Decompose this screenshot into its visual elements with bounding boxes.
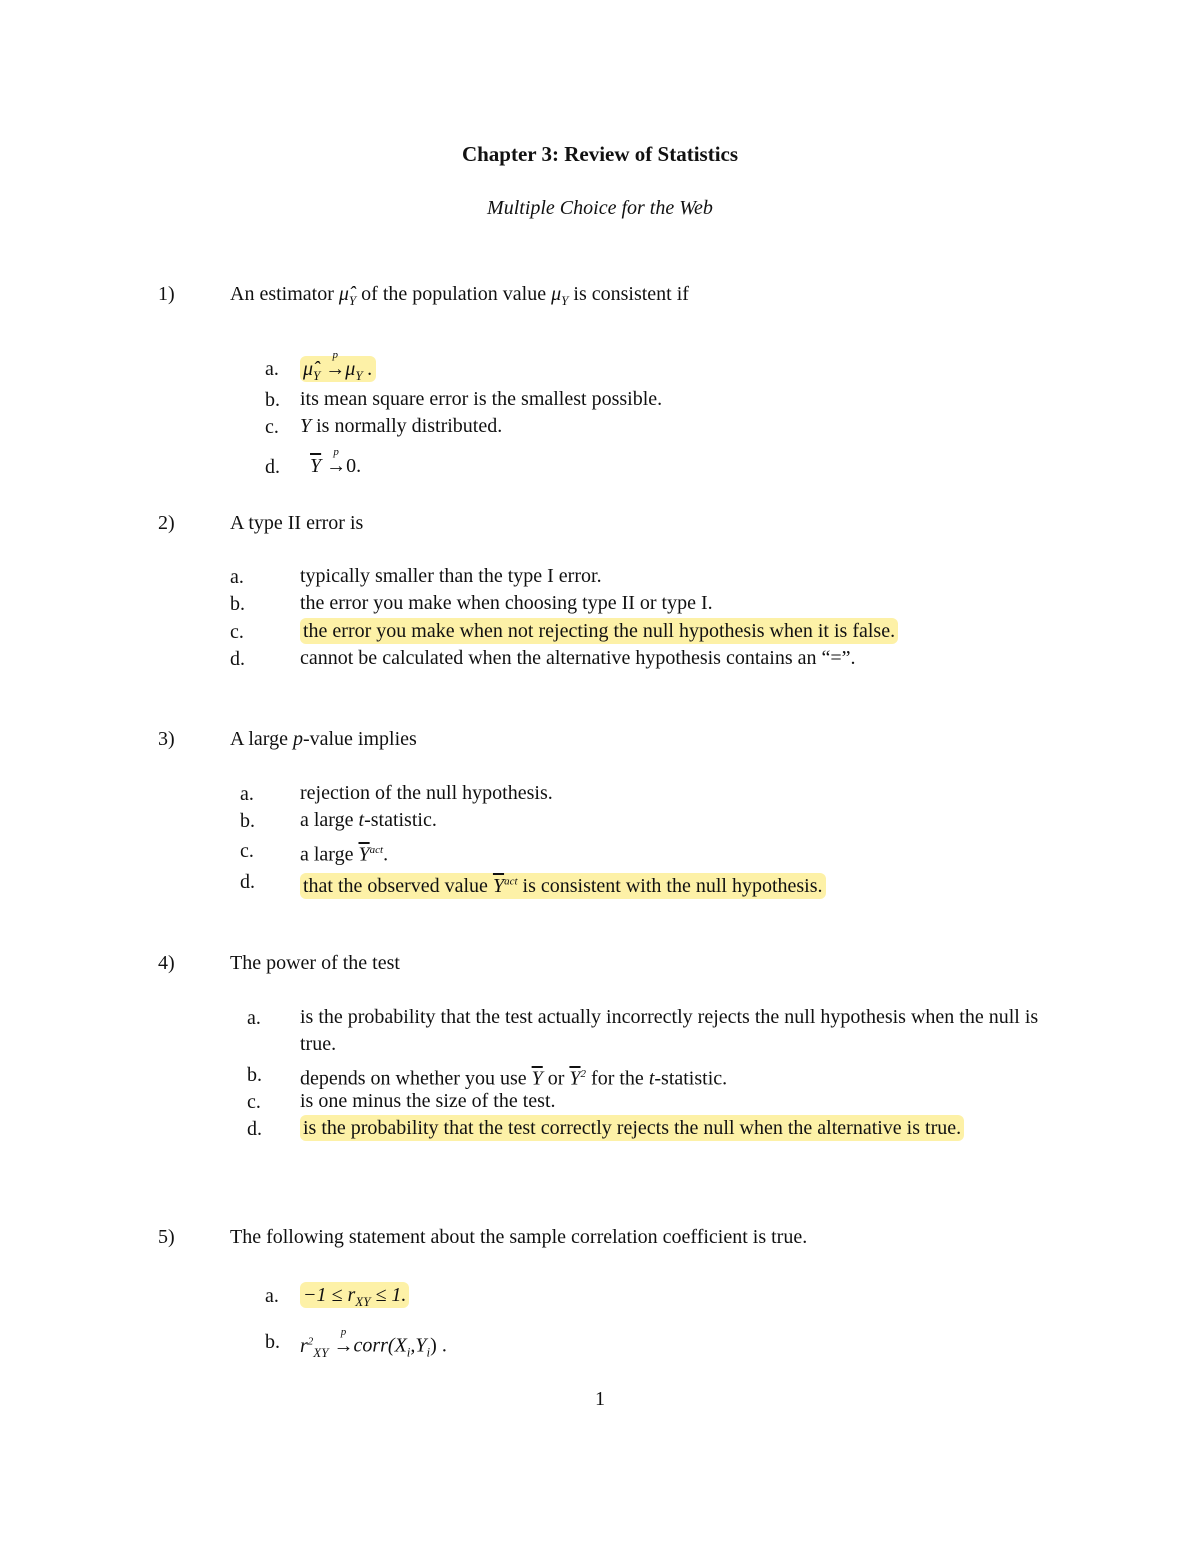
question-3-number: 3) (158, 728, 175, 750)
option-4b: depends on whether you use $\overline{Y}$ or $\overline{Y}^2$ for the t-statistic. (300, 1067, 728, 1090)
convergence-arrow: p → (333, 1325, 354, 1357)
option-letter: b. (247, 1064, 262, 1086)
convergence-arrow: p → (325, 349, 346, 380)
option-5b: $r^2_{XY}$ p $\to corr(X_i,Y_i)$ . (300, 1325, 447, 1360)
question-5-prompt: The following statement about the sample correlation coefficient is true. (230, 1226, 808, 1248)
option-3d (300, 868, 1060, 900)
option-5a (300, 1282, 1060, 1315)
option-text-highlighted: $-1 \le r_{XY} \le 1$. (300, 1282, 409, 1308)
question-4-number: 4) (158, 952, 175, 974)
prompt-text: of the population value (361, 283, 547, 305)
prompt-text: An estimator (230, 283, 334, 305)
page-title: Chapter 3: Review of Statistics (461, 142, 739, 166)
option-text-highlighted: the error you make when not rejecting the null hypothesis when it is false. (300, 618, 898, 644)
option-1d: $\overline{Y}$ p →0. (310, 453, 1070, 480)
math-y: Y (300, 415, 312, 437)
option-letter: b. (240, 810, 255, 832)
page-number: 1 (595, 1388, 605, 1410)
question-1-number: 1) (158, 283, 175, 305)
option-letter: c. (247, 1091, 261, 1113)
option-letter: d. (265, 456, 280, 478)
option-text-highlighted: $\mû_Y$ p $\to\mu_Y$ . (300, 356, 376, 382)
math-r-squared: $r^2_{XY}$ (300, 1334, 329, 1360)
option-letter: d. (247, 1118, 262, 1140)
convergence-arrow: p → (326, 446, 347, 477)
prompt-text: is consistent if (573, 283, 689, 305)
question-4-prompt: The power of the test (230, 952, 400, 974)
option-text-highlighted: is the probability that the test correctly rejects the null when the alternative is true. (300, 1115, 964, 1141)
option-letter: a. (247, 1007, 261, 1029)
option-3a: rejection of the null hypothesis. (300, 782, 553, 804)
option-2b: the error you make when choosing type II or type I. (300, 592, 713, 614)
option-4d (300, 1115, 1040, 1142)
math-mu: $\mu_Y$ (551, 283, 569, 308)
option-letter: c. (265, 416, 279, 438)
question-3-prompt: A large p-value implies (230, 728, 417, 750)
option-3c: a large $\overline{Y}^{act}$. (300, 843, 389, 866)
page-subtitle: Multiple Choice for the Web (487, 197, 713, 219)
option-letter: b. (265, 389, 280, 411)
option-3b: a large t-statistic. (300, 809, 437, 831)
option-letter: a. (240, 783, 254, 805)
question-2-number: 2) (158, 512, 175, 534)
option-letter: d. (240, 871, 255, 893)
option-letter: b. (230, 593, 245, 615)
option-letter: a. (230, 566, 244, 588)
question-1-prompt (230, 283, 689, 309)
question-2-prompt: A type II error is (230, 512, 364, 534)
option-1a (300, 349, 1060, 389)
option-2c (300, 618, 1060, 645)
option-4c: is one minus the size of the test. (300, 1090, 556, 1112)
option-letter: a. (265, 1285, 279, 1307)
option-text: is normally distributed. (311, 415, 503, 437)
option-2d: cannot be calculated when the alternative hypothesis contains an “=”. (300, 647, 856, 669)
option-letter: a. (265, 358, 279, 380)
option-letter: b. (265, 1331, 280, 1353)
option-letter: c. (240, 840, 254, 862)
option-text-highlighted: that the observed value $\overline{Y}^{act}$ is consistent with the null hypothesis. (300, 873, 826, 899)
option-1c (300, 413, 1060, 440)
option-2a: typically smaller than the type I error. (300, 565, 602, 587)
option-1b: its mean square error is the smallest possible. (300, 388, 663, 410)
question-5-number: 5) (158, 1226, 175, 1248)
option-4a: is the probability that the test actually incorrectly rejects the null hypothesis when the null is true. (300, 1006, 1039, 1055)
option-letter: d. (230, 648, 245, 670)
math-mu-hat: $\mû_Y$ (338, 283, 357, 308)
option-letter: c. (230, 621, 244, 643)
math-ybar: $\overline{Y}$ (310, 455, 322, 477)
